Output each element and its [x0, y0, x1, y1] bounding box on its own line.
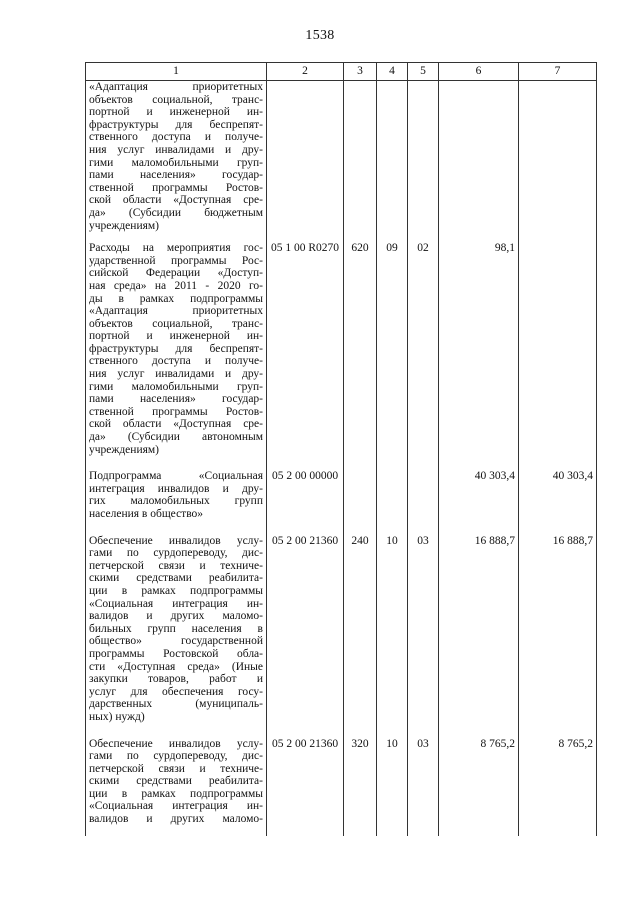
column-header: 7 — [519, 63, 597, 81]
column-header: 6 — [439, 63, 519, 81]
row-description: Расходы на мероприятия гос- ударственной программы Рос- сийской Федерации «Доступ- ная среда» на 2011 - 2020 го- ды в рамках подпрограммы «Адаптация приоритетных объектов социальной, транс- портной и инженерной ин- фраструктуры для беспрепят- ственного доступа и получе- ния услуг инвалидами и дру- гими маломобильными груп- пами населения» государ- ственной программы Ростов- ской области «Доступная сре- да» (Субсидии автономным учреждениям) — [86, 238, 267, 466]
row-col6: 40 303,4 — [439, 466, 519, 530]
row-description: Обеспечение инвалидов услу- гами по сурдопереводу, дис- петчерской связи и техниче- скими средствами реабилита- ции в рамках подпрограммы «Социальная интеграция ин- валидов и других маломо- — [86, 734, 267, 836]
table-row — [86, 238, 597, 466]
row-col7 — [519, 238, 597, 466]
row-code: 05 2 00 21360 — [267, 734, 344, 836]
row-col7: 40 303,4 — [519, 466, 597, 530]
row-col5: 03 — [408, 531, 439, 734]
row-col3: 620 — [344, 238, 377, 466]
column-header: 4 — [377, 63, 408, 81]
row-col5: 03 — [408, 734, 439, 836]
row-col6: 16 888,7 — [439, 531, 519, 734]
table-row — [86, 81, 597, 239]
row-col4: 09 — [377, 238, 408, 466]
row-col3: 240 — [344, 531, 377, 734]
row-col7: 16 888,7 — [519, 531, 597, 734]
row-col3 — [344, 466, 377, 530]
row-col7 — [519, 81, 597, 239]
table-row — [86, 734, 597, 836]
row-description: Подпрограмма «Социальная интеграция инвалидов и дру- гих маломобильных групп населения в общество» — [86, 466, 267, 530]
page-number: 1538 — [305, 28, 335, 43]
row-col4 — [377, 466, 408, 530]
row-description: «Адаптация приоритетных объектов социальной, транс- портной и инженерной ин- фраструктуры для беспрепят- ственного доступа и получе- ния услуг инвалидами и дру- гими маломобильными груп- пами населения» государ- ственной программы Ростов- ской области «Доступная сре- да» (Субсидии бюджетным учреждениям) — [86, 81, 267, 239]
column-header: 5 — [408, 63, 439, 81]
row-col3: 320 — [344, 734, 377, 836]
row-col5 — [408, 466, 439, 530]
table-row — [86, 466, 597, 530]
row-col3 — [344, 81, 377, 239]
row-col5 — [408, 81, 439, 239]
row-code: 05 2 00 00000 — [267, 466, 344, 530]
column-header: 1 — [86, 63, 267, 81]
column-header: 2 — [267, 63, 344, 81]
row-col6: 98,1 — [439, 238, 519, 466]
column-header: 3 — [344, 63, 377, 81]
row-col4: 10 — [377, 531, 408, 734]
row-code: 05 1 00 R0270 — [267, 238, 344, 466]
row-col4: 10 — [377, 734, 408, 836]
row-code: 05 2 00 21360 — [267, 531, 344, 734]
row-col5: 02 — [408, 238, 439, 466]
row-col6 — [439, 81, 519, 239]
row-col7: 8 765,2 — [519, 734, 597, 836]
row-code — [267, 81, 344, 239]
budget-table — [85, 62, 597, 836]
row-col6: 8 765,2 — [439, 734, 519, 836]
row-col4 — [377, 81, 408, 239]
row-description: Обеспечение инвалидов услу- гами по сурдопереводу, дис- петчерской связи и техниче- скими средствами реабилита- ции в рамках подпрограммы «Социальная интеграция ин- валидов и других маломо- бильных групп населения в общество» государственной программы Ростовской обла- сти «Доступная среда» (Иные закупки товаров, работ и услуг для обеспечения госу- дарственных (муниципаль- ных) нужд) — [86, 531, 267, 734]
header-row — [86, 63, 597, 81]
table-row — [86, 531, 597, 734]
